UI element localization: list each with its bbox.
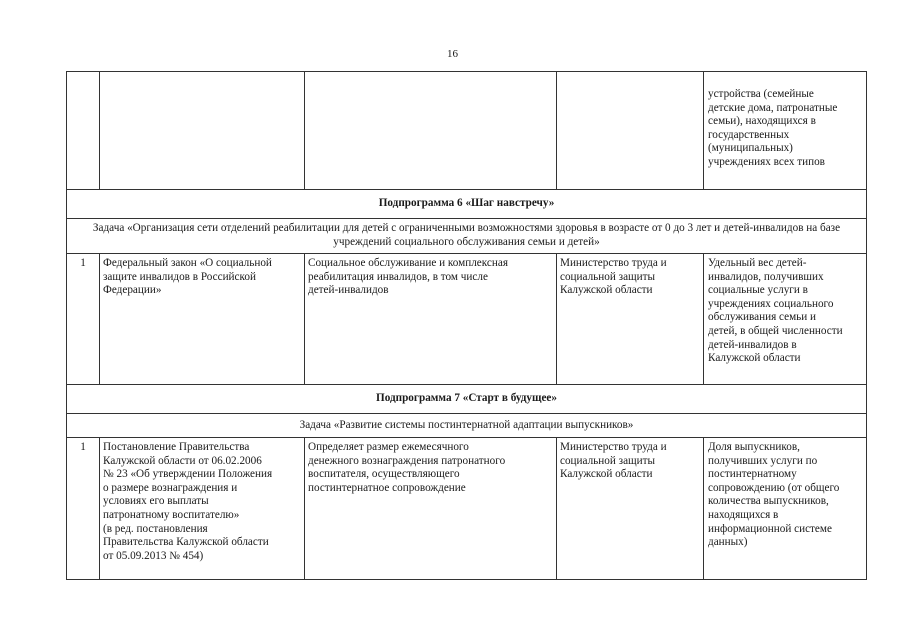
subprogram-header-row xyxy=(67,190,867,219)
table-cell-num: 1 xyxy=(67,438,100,580)
subprogram-6-task: Задача «Организация сети отделений реабилитации для детей с ограниченными возможностями здоровья в возрасте от 0 до 3 лет и детей-инвалидов на базе учреждений социального обслуживания семьи и детей» xyxy=(67,219,867,254)
table-cell-indicator: Удельный вес детей- инвалидов, получивших социальные услуги в учреждениях социального обслуживания семьи и детей, в общей численности детей-инвалидов в Калужской области xyxy=(704,254,867,385)
subprogram-7-task: Задача «Развитие системы постинтернатной адаптации выпускников» xyxy=(67,414,867,438)
table-cell-num xyxy=(67,72,100,190)
table-cell-document: Постановление Правительства Калужской области от 06.02.2006 № 23 «Об утверждении Положения о размере вознаграждения и условиях его выплаты патронатному воспитателю» (в ред. постановления Правительства Калужской области от 05.09.2013 № 454) xyxy=(100,438,305,580)
table-row xyxy=(67,254,867,385)
table-cell-document xyxy=(100,72,305,190)
table-cell-executor xyxy=(557,72,704,190)
table-cell-content: Социальное обслуживание и комплексная реабилитация инвалидов, в том числе детей-инвалидов xyxy=(305,254,557,385)
task-row xyxy=(67,219,867,254)
page-number: 16 xyxy=(447,48,458,60)
table-cell-num: 1 xyxy=(67,254,100,385)
table-cell-document: Федеральный закон «О социальной защите инвалидов в Российской Федерации» xyxy=(100,254,305,385)
table-row xyxy=(67,72,867,190)
subprogram-7-title: Подпрограмма 7 «Старт в будущее» xyxy=(67,385,867,414)
document-table xyxy=(66,71,867,580)
task-row xyxy=(67,414,867,438)
table-cell-executor: Министерство труда и социальной защиты Калужской области xyxy=(557,254,704,385)
subprogram-6-title: Подпрограмма 6 «Шаг навстречу» xyxy=(67,190,867,219)
table-cell-executor: Министерство труда и социальной защиты Калужской области xyxy=(557,438,704,580)
subprogram-header-row xyxy=(67,385,867,414)
table-cell-content: Определяет размер ежемесячного денежного вознаграждения патронатного воспитателя, осуществляющего постинтернатное сопровождение xyxy=(305,438,557,580)
table-cell-content xyxy=(305,72,557,190)
table-row xyxy=(67,438,867,580)
table-cell-indicator: Доля выпускников, получивших услуги по постинтернатному сопровождению (от общего количества выпускников, находящихся в информационной системе данных) xyxy=(704,438,867,580)
table-cell-indicator: устройства (семейные детские дома, патронатные семьи), находящихся в государственных (муниципальных) учреждениях всех типов xyxy=(704,72,867,190)
